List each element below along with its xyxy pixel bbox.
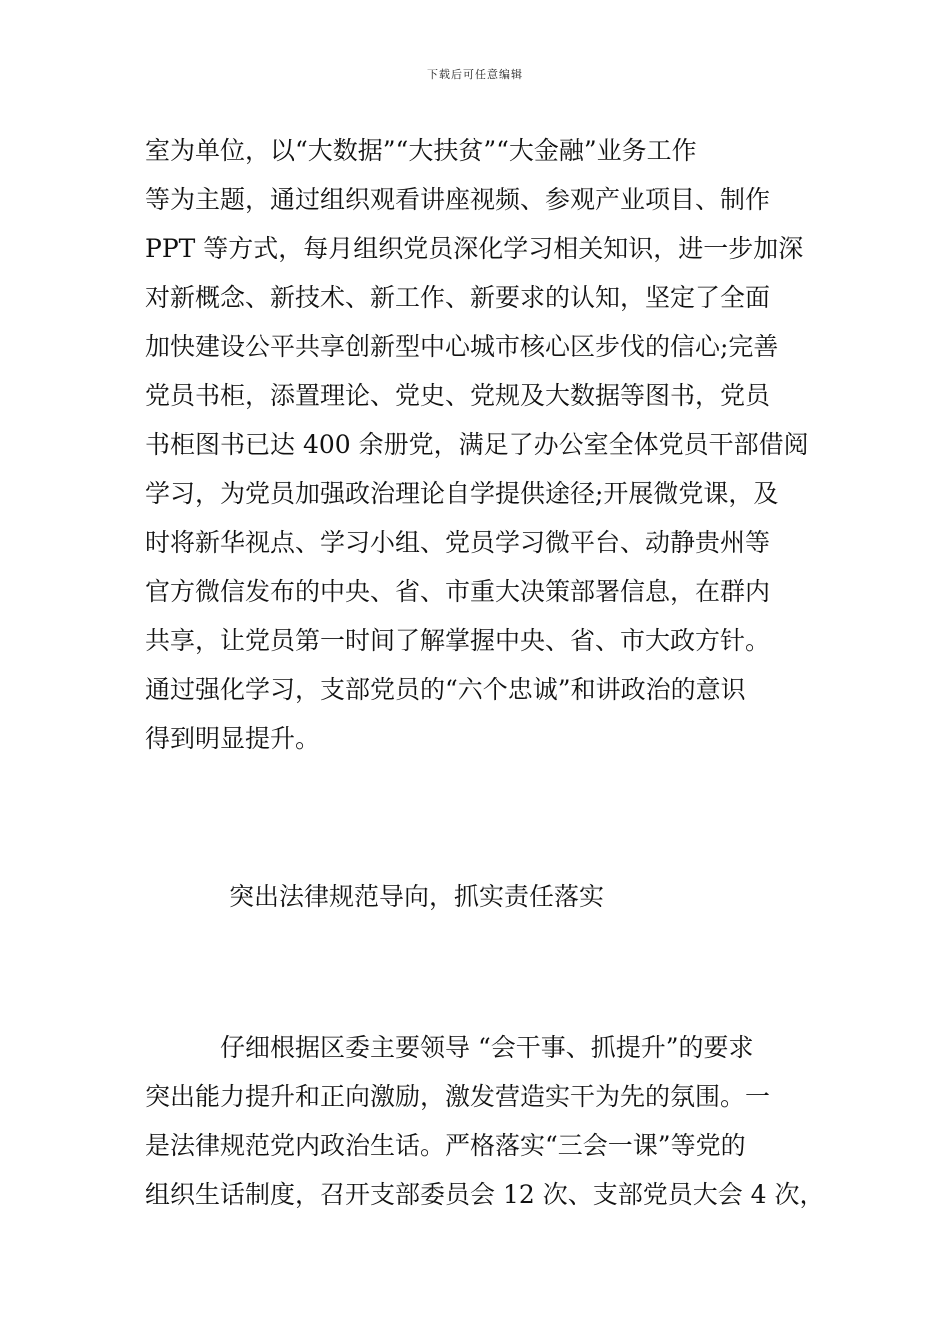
paragraph-line: 等为主题，通过组织观看讲座视频、参观产业项目、制作 xyxy=(145,185,771,214)
paragraph-line: 党员书柜，添置理论、党史、党规及大数据等图书，党员 xyxy=(145,381,771,410)
paragraph-line: PPT 等方式，每月组织党员深化学习相关知识，进一步加深 xyxy=(145,234,804,263)
paragraph-line: 通过强化学习，支部党员的“六个忠诚”和讲政治的意识 xyxy=(145,675,746,704)
paragraph-line: 书柜图书已达 400 余册党，满足了办公室全体党员干部借阅 xyxy=(145,430,809,459)
section-heading: 突出法律规范导向，抓实责任落实 xyxy=(229,882,605,911)
page-header: 下载后可任意编辑 xyxy=(427,68,523,81)
paragraph-2 xyxy=(145,1023,825,1219)
paragraph-1 xyxy=(145,126,815,763)
paragraph-line: 突出能力提升和正向激励，激发营造实干为先的氛围。一 xyxy=(145,1082,771,1111)
paragraph-line: 共享，让党员第一时间了解掌握中央、省、市大政方针。 xyxy=(145,626,771,655)
paragraph-line: 得到明显提升。 xyxy=(145,724,321,753)
paragraph-line: 仔细根据区委主要领导 “会干事、抓提升”的要求 xyxy=(145,1033,754,1062)
paragraph-line: 对新概念、新技术、新工作、新要求的认知，坚定了全面 xyxy=(145,283,771,312)
paragraph-line: 室为单位，以“大数据”“大扶贫”“大金融”业务工作 xyxy=(145,136,697,165)
paragraph-line: 加快建设公平共享创新型中心城市核心区步伐的信心;完善 xyxy=(145,332,779,361)
paragraph-line: 官方微信发布的中央、省、市重大决策部署信息，在群内 xyxy=(145,577,771,606)
paragraph-line: 学习，为党员加强政治理论自学提供途径;开展微党课，及 xyxy=(145,479,779,508)
paragraph-line: 组织生话制度，召开支部委员会 12 次、支部党员大会 4 次， xyxy=(145,1180,825,1209)
paragraph-line: 时将新华视点、学习小组、党员学习微平台、动静贵州等 xyxy=(145,528,771,557)
paragraph-line: 是法律规范党内政治生话。严格落实“三会一课”等党的 xyxy=(145,1131,746,1160)
